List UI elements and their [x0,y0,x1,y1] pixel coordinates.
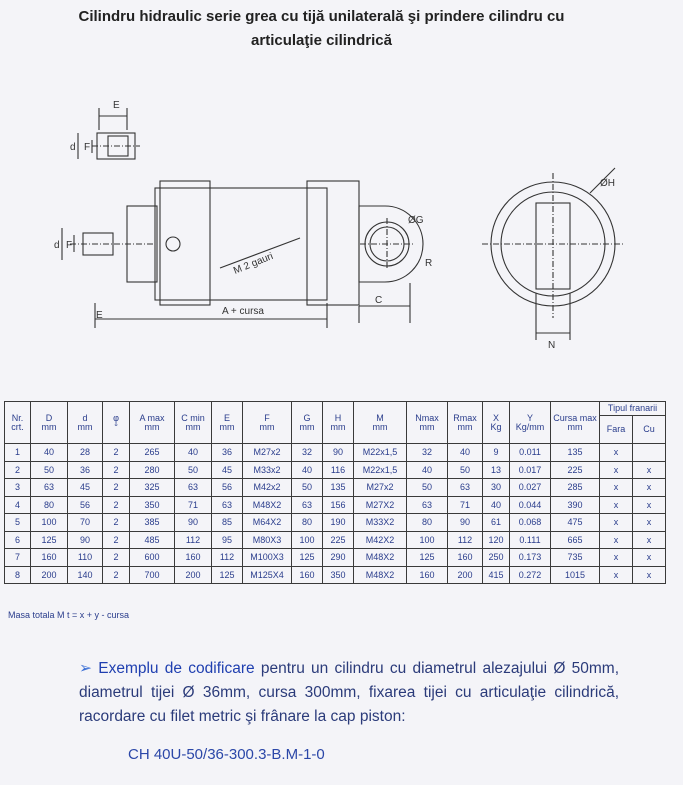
page-subtitle: articulaţie cilindrică [251,32,392,49]
table-cell: 2 [103,566,130,584]
table-cell: 0.017 [510,461,551,479]
table-cell: x [633,461,666,479]
table-cell: 2 [103,444,130,462]
table-cell: 3 [5,479,31,497]
mass-note: Masa totala M t = x + y - cursa [8,610,130,620]
col-brake-cu: Cu [633,416,666,444]
table-cell: 325 [130,479,175,497]
table-cell: 485 [130,531,175,549]
table-cell: 735 [551,549,600,567]
table-cell: x [633,496,666,514]
col-brake-type: Tipul franarii [600,402,666,416]
col-cursa-max: Cursa max mm [551,402,600,444]
col-phi: φ ° [103,402,130,444]
col-x: X Kg [483,402,510,444]
table-cell: 71 [448,496,483,514]
table-cell: 116 [323,461,354,479]
table-cell: 28 [68,444,103,462]
table-cell: 90 [323,444,354,462]
table-cell: 160 [31,549,68,567]
technical-drawing [0,78,683,378]
table-cell: 85 [212,514,243,532]
table-cell: 90 [68,531,103,549]
col-d-bore: D mm [31,402,68,444]
table-cell: 2 [103,514,130,532]
table-cell: x [600,479,633,497]
dim-d-top: d [70,142,76,153]
table-cell: 160 [292,566,323,584]
dim-a-cursa: A + cursa [222,306,264,317]
table-cell: 280 [130,461,175,479]
table-cell: x [600,461,633,479]
table-cell: 390 [551,496,600,514]
table-cell: M100X3 [243,549,292,567]
table-cell: 4 [5,496,31,514]
col-d-rod: d mm [68,402,103,444]
table-cell: 61 [483,514,510,532]
table-cell: 156 [323,496,354,514]
table-cell: 50 [407,479,448,497]
table-cell: 0.111 [510,531,551,549]
dim-n: N [548,340,556,351]
table-cell: 200 [31,566,68,584]
table-cell: 200 [448,566,483,584]
table-cell: 160 [175,549,212,567]
table-cell: M22x1,5 [354,461,407,479]
table-cell: 63 [31,479,68,497]
table-cell: 265 [130,444,175,462]
table-cell: 112 [175,531,212,549]
table-cell: 63 [175,479,212,497]
dim-h: ØH [600,178,615,189]
table-cell: 8 [5,566,31,584]
table-cell: x [633,549,666,567]
col-a-max: A max mm [130,402,175,444]
table-cell: 2 [103,461,130,479]
table-cell: 600 [130,549,175,567]
table-cell: x [600,549,633,567]
coding-example [79,657,619,729]
col-f: F mm [243,402,292,444]
dim-c: C [375,295,383,306]
table-cell: M27x2 [243,444,292,462]
table-cell: 32 [407,444,448,462]
table-cell: 63 [212,496,243,514]
table-cell: x [600,514,633,532]
table-cell: 63 [448,479,483,497]
table-cell: x [633,566,666,584]
table-cell: 50 [292,479,323,497]
label-m2-holes: M 2 gauri [232,250,275,277]
table-cell: x [633,531,666,549]
table-cell: 0.027 [510,479,551,497]
table-cell: M48X2 [354,549,407,567]
table-cell: 200 [175,566,212,584]
col-rmax: Rmax mm [448,402,483,444]
table-cell: 50 [31,461,68,479]
table-cell: M33x2 [243,461,292,479]
table-cell: 125 [292,549,323,567]
table-cell: 40 [175,444,212,462]
table-cell: 13 [483,461,510,479]
dim-r: R [425,258,433,269]
table-cell: 32 [292,444,323,462]
table-row [5,566,666,584]
table-row [5,444,666,462]
table-row [5,531,666,549]
table-cell: 125 [407,549,448,567]
table-cell: 110 [68,549,103,567]
col-e: E mm [212,402,243,444]
table-cell: M22x1,5 [354,444,407,462]
table-header-row [5,402,666,416]
table-cell: 40 [407,461,448,479]
table-row [5,461,666,479]
spec-table [4,401,666,584]
table-cell: 160 [448,549,483,567]
dim-f-top: F [84,142,91,153]
table-cell: 2 [103,531,130,549]
table-cell: 0.011 [510,444,551,462]
table-cell: M64X2 [243,514,292,532]
port-circle [166,237,180,251]
col-y: Y Kg/mm [510,402,551,444]
col-g: G mm [292,402,323,444]
table-cell: 40 [483,496,510,514]
col-h: H mm [323,402,354,444]
table-cell: 80 [407,514,448,532]
table-cell: 70 [68,514,103,532]
table-cell: 50 [175,461,212,479]
table-cell: 0.068 [510,514,551,532]
table-cell: 0.044 [510,496,551,514]
table-cell: 45 [68,479,103,497]
table-cell: 350 [323,566,354,584]
col-nmax: Nmax mm [407,402,448,444]
table-cell: 90 [175,514,212,532]
table-cell: 100 [292,531,323,549]
table-cell: 2 [5,461,31,479]
table-cell: 350 [130,496,175,514]
table-cell: 250 [483,549,510,567]
table-row [5,479,666,497]
table-body [5,444,666,584]
table-row [5,514,666,532]
table-cell [633,444,666,462]
table-cell: M48X2 [243,496,292,514]
table-cell: M42x2 [243,479,292,497]
table-cell: 63 [407,496,448,514]
table-cell: M33X2 [354,514,407,532]
table-cell: M42X2 [354,531,407,549]
table-cell: 1015 [551,566,600,584]
table-cell: 40 [448,444,483,462]
table-cell: 1 [5,444,31,462]
table-cell: 95 [212,531,243,549]
table-cell: 225 [323,531,354,549]
table-cell: 80 [292,514,323,532]
table-row [5,549,666,567]
table-cell: x [600,531,633,549]
example-text: pentru un cilindru cu diametrul alezajului Ø 50mm, diametrul tijei Ø 36mm, cursa 300mm, fixarea tijei cu articulaţie cilindrică, racordare cu filet metric şi frânare la cap piston: [79,660,620,725]
table-cell: 112 [448,531,483,549]
table-cell: 2 [103,496,130,514]
dim-e-top: E [113,100,120,111]
table-cell: 225 [551,461,600,479]
table-cell: 5 [5,514,31,532]
table-cell: 50 [448,461,483,479]
table-cell: M125X4 [243,566,292,584]
table-cell: M27x2 [354,479,407,497]
table-cell: 190 [323,514,354,532]
table-cell: 9 [483,444,510,462]
rear-flange [307,181,359,305]
table-cell: x [600,444,633,462]
table-cell: 285 [551,479,600,497]
table-cell: 36 [68,461,103,479]
table-cell: 700 [130,566,175,584]
table-cell: 6 [5,531,31,549]
table-cell: 290 [323,549,354,567]
dim-d-left: d [54,240,60,251]
page-title: Cilindru hidraulic serie grea cu tijă unilaterală şi prindere cilindru cu [78,8,565,25]
dim-e-bottom: E [96,310,103,321]
table-cell: 125 [212,566,243,584]
table-cell: 40 [292,461,323,479]
table-cell: 0.272 [510,566,551,584]
table-cell: M27X2 [354,496,407,514]
table-cell: x [600,566,633,584]
table-cell: 2 [103,479,130,497]
table-cell: 112 [212,549,243,567]
table-cell: 120 [483,531,510,549]
table-cell: 56 [68,496,103,514]
table-cell: 125 [31,531,68,549]
table-cell: 56 [212,479,243,497]
table-cell: 665 [551,531,600,549]
table-cell: 45 [212,461,243,479]
table-cell: x [633,479,666,497]
dim-f-left: F [66,240,73,251]
table-cell: 2 [103,549,130,567]
example-lead: Exemplu de codificare [98,660,255,677]
table-cell: 40 [31,444,68,462]
table-cell: 0.173 [510,549,551,567]
table-cell: 415 [483,566,510,584]
table-cell: 71 [175,496,212,514]
table-cell: 160 [407,566,448,584]
col-c-min: C min mm [175,402,212,444]
cylinder-body [155,188,327,300]
table-cell: 90 [448,514,483,532]
col-brake-fara: Fara [600,416,633,444]
table-cell: 135 [323,479,354,497]
table-cell: 135 [551,444,600,462]
table-cell: 100 [407,531,448,549]
dim-g: ØG [408,215,424,226]
table-cell: M48X2 [354,566,407,584]
table-cell: 7 [5,549,31,567]
example-code: CH 40U-50/36-300.3-B.M-1-0 [128,746,325,763]
table-cell: x [600,496,633,514]
table-cell: 30 [483,479,510,497]
col-m: M mm [354,402,407,444]
table-cell: 475 [551,514,600,532]
table-cell: 385 [130,514,175,532]
table-cell: 36 [212,444,243,462]
table-cell: 80 [31,496,68,514]
table-cell: M80X3 [243,531,292,549]
front-flange [160,181,210,305]
table-cell: 63 [292,496,323,514]
table-cell: x [633,514,666,532]
table-cell: 100 [31,514,68,532]
table-row [5,496,666,514]
col-nr: Nr. crt. [5,402,31,444]
table-cell: 140 [68,566,103,584]
arrow-bullet-icon: ➢ [79,660,92,677]
